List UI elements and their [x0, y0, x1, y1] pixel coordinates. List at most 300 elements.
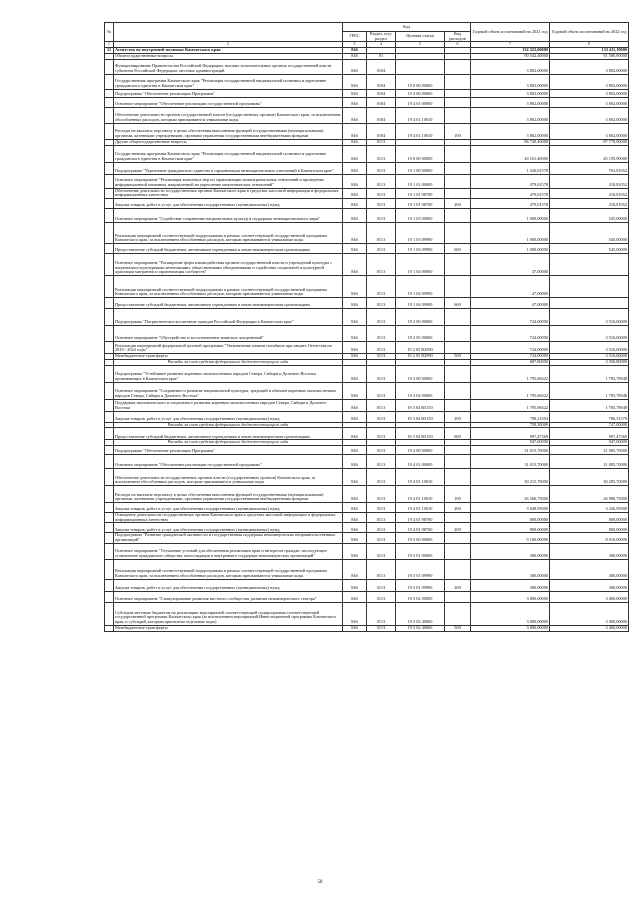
row-vol-2022-cell: 1 783,78948: [550, 382, 629, 399]
row-exp-type-cell: [445, 174, 471, 188]
table-row: [105, 625, 629, 631]
row-vol-2022-cell: 1 783,78948: [550, 399, 629, 411]
row-vol-2022-cell: 3 802,00000: [550, 74, 629, 89]
row-target-cell: 19 4 00 00000: [396, 89, 445, 97]
row-target-cell: 19 4 01 98700: [396, 523, 445, 533]
row-vol-2022-cell: 218,81052: [550, 198, 629, 208]
row-grbs-cell: 846: [343, 625, 367, 631]
row-section-cell: 0113: [367, 243, 396, 253]
table-row: [105, 341, 629, 353]
row-vol-2021-cell: 47,00000: [471, 297, 550, 308]
row-number-cell: [105, 253, 114, 275]
row-vol-2021-cell: 724,00000: [471, 325, 550, 341]
row-grbs-cell: 846: [343, 97, 367, 107]
row-target-cell: 19 1 00 00000: [396, 162, 445, 174]
row-number-cell: 31: [105, 48, 114, 54]
row-number-cell: [105, 543, 114, 559]
row-vol-2021-cell: 3 802,00000: [471, 97, 550, 107]
row-exp-type-cell: 200: [445, 503, 471, 513]
row-number-cell: [105, 591, 114, 602]
row-section-cell: 0113: [367, 428, 396, 440]
row-target-cell: 19 4 01 10010: [396, 123, 445, 139]
row-name-cell: Закупка товаров, работ и услуг для обеспечения государственных (муниципальных) нужд: [114, 579, 343, 591]
row-grbs-cell: 846: [343, 365, 367, 382]
row-number-cell: [105, 297, 114, 308]
table-row: [105, 198, 629, 208]
row-section-cell: 0113: [367, 503, 396, 513]
row-section-cell: 0104: [367, 97, 396, 107]
row-target-cell: 19 4 00 00000: [396, 446, 445, 455]
row-section-cell: 0104: [367, 107, 396, 123]
row-number-cell: [105, 222, 114, 243]
row-target-cell: 19 4 01 10010: [396, 503, 445, 513]
row-section-cell: 0113: [367, 591, 396, 602]
row-grbs-cell: 846: [343, 382, 367, 399]
row-name-cell: Подпрограмма "Укрепление гражданского единства и гармонизация межнациональных отношений в Камчатском крае": [114, 162, 343, 174]
table-row: [105, 446, 629, 455]
row-grbs-cell: 846: [343, 174, 367, 188]
row-exp-type-cell: [445, 162, 471, 174]
row-number-cell: [105, 89, 114, 97]
row-target-cell: 19 5 00 00000: [396, 533, 445, 543]
row-target-cell: 19 4 01 00000: [396, 97, 445, 107]
table-row: [105, 469, 629, 486]
table-row: [105, 399, 629, 411]
row-grbs-cell: 846: [343, 513, 367, 523]
row-name-cell: Реализация мероприятий соответствующей подпрограммы в рамках соответствующей государственной программы Камчатского края, за исключением обособленных расходов, которым присваиваются уникальные коды: [114, 275, 343, 297]
row-vol-2021-cell: 3 800,00000: [471, 602, 550, 625]
row-number-cell: [105, 325, 114, 341]
row-section-cell: 0113: [367, 198, 396, 208]
row-vol-2021-cell: 724,00000: [471, 308, 550, 325]
row-exp-type-cell: [445, 533, 471, 543]
row-section-cell: 0113: [367, 145, 396, 162]
header-target: Целевая статья: [396, 32, 445, 42]
row-grbs-cell: 846: [343, 399, 367, 411]
row-vol-2021-cell: 724,00000: [471, 353, 550, 359]
row-vol-2022-cell: 800,00000: [550, 513, 629, 523]
row-name-cell: Основное мероприятие "Обеспечение реализации государственной программы": [114, 97, 343, 107]
table-row: [105, 123, 629, 139]
row-grbs-cell: 846: [343, 523, 367, 533]
row-section-cell: 01: [367, 53, 396, 59]
table-row: [105, 308, 629, 325]
table-row: [105, 59, 629, 74]
table-row: [105, 365, 629, 382]
row-name-cell: Предоставление субсидий бюджетным, автономным учреждениям и иным некоммерческим организациям: [114, 428, 343, 440]
row-vol-2022-cell: 87 778,90000: [550, 139, 629, 145]
table-row: [105, 253, 629, 275]
row-grbs-cell: 846: [343, 353, 367, 359]
row-number-cell: [105, 486, 114, 503]
header-vol-2022: Годовой объем ассигнований на 2022 год: [550, 23, 629, 42]
page-number: 58: [317, 880, 323, 885]
row-target-cell: 19 3 00 00000: [396, 365, 445, 382]
row-vol-2022-cell: 3 400,00000: [550, 625, 629, 631]
row-name-cell: Расходы за счет средств федерального бюджета-текущего года: [114, 422, 343, 428]
row-grbs-cell: 846: [343, 297, 367, 308]
row-vol-2022-cell: 545,00000: [550, 208, 629, 222]
row-section-cell: 0113: [367, 602, 396, 625]
row-exp-type-cell: [445, 145, 471, 162]
row-section-cell: 0113: [367, 523, 396, 533]
row-section-cell: 0113: [367, 139, 396, 145]
row-vol-2021-cell: 947,60000: [471, 440, 550, 446]
row-vol-2022-cell: 30 285,70000: [550, 469, 629, 486]
row-grbs-cell: 846: [343, 275, 367, 297]
row-name-cell: Предоставление субсидий бюджетным, автономным учреждениям и иным некоммерческим организациям: [114, 297, 343, 308]
table-row: [105, 243, 629, 253]
row-vol-2021-cell: 758,30000: [471, 422, 550, 428]
index-cell: 8: [550, 42, 629, 48]
row-name-cell: Подпрограмма "Обеспечение реализации Программы": [114, 89, 343, 97]
row-exp-type-cell: [445, 59, 471, 74]
row-name-cell: Основное мероприятие "Реализация комплекса мер по гармонизации межнациональных отношений и проведение информационной кампании, направленной на укрепление межэтнических отношений": [114, 174, 343, 188]
row-vol-2021-cell: 687,80000: [471, 359, 550, 365]
row-vol-2021-cell: 800,00000: [471, 513, 550, 523]
row-vol-2022-cell: 91 580,90000: [550, 53, 629, 59]
row-section-cell: 0113: [367, 533, 396, 543]
row-target-cell: 19 4 01 98700: [396, 513, 445, 523]
row-number-cell: [105, 513, 114, 523]
row-target-cell: 19 1 03 09990: [396, 243, 445, 253]
header-code-group: Код: [343, 23, 471, 32]
row-section-cell: 0113: [367, 399, 396, 411]
row-vol-2021-cell: 724,00000: [471, 341, 550, 353]
row-number-cell: [105, 74, 114, 89]
row-target-cell: 19 2 05 00000: [396, 325, 445, 341]
row-name-cell: Расходы на выплаты персоналу в целях обеспечения выполнения функций государственными (муниципальными) органами, казенными учреждениями, органами управления государственными внебюджетными фондами: [114, 123, 343, 139]
row-vol-2021-cell: 479,01578: [471, 188, 550, 198]
row-target-cell: 19 5 01 09990: [396, 579, 445, 591]
row-exp-type-cell: 600: [445, 243, 471, 253]
row-name-cell: Государственная программа Камчатского края "Реализация государственной национальной политики и укрепление гражданского единства в Камчатском крае": [114, 74, 343, 89]
table-row: [105, 523, 629, 533]
row-exp-type-cell: 100: [445, 123, 471, 139]
row-name-cell: Подпрограмма "Патриотическое воспитание граждан Российской Федерации в Камчатском крае": [114, 308, 343, 325]
row-exp-type-cell: 500: [445, 353, 471, 359]
row-section-cell: 0113: [367, 174, 396, 188]
row-number-cell: [105, 107, 114, 123]
row-grbs-cell: 846: [343, 89, 367, 97]
index-cell: 5: [396, 42, 445, 48]
table-row: [105, 208, 629, 222]
row-number-cell: [105, 469, 114, 486]
row-target-cell: 19 1 03 09990: [396, 222, 445, 243]
row-target-cell: 19 3 04 R5150: [396, 399, 445, 411]
row-exp-type-cell: [445, 543, 471, 559]
row-grbs-cell: 846: [343, 162, 367, 174]
row-name-cell: Подпрограмма "Устойчивое развитие коренных малочисленных народов Севера, Сибири и Дальнего Востока, проживающих в Камчатском крае": [114, 365, 343, 382]
row-vol-2021-cell: 44 161,40000: [471, 145, 550, 162]
row-name-cell: Основное мероприятие "Расширение форм взаимодействия органов государственной власти и учреждений культуры с национально-культурными автономиями, общественными объединениями и содействие социальной и культурной адаптации мигрантов и гармонизация сообществ": [114, 253, 343, 275]
row-name-cell: Поддержка экономического и социального развития коренных малочисленных народов Севера, Сибири и Дальнего Востока: [114, 399, 343, 411]
row-vol-2021-cell: 86 740,40000: [471, 139, 550, 145]
row-grbs-cell: 846: [343, 145, 367, 162]
row-vol-2021-cell: 1 000,00000: [471, 243, 550, 253]
row-section-cell: 0113: [367, 341, 396, 353]
table-row: [105, 325, 629, 341]
row-target-cell: 19 0 00 00000: [396, 145, 445, 162]
index-cell: 6: [445, 42, 471, 48]
row-grbs-cell: 846: [343, 559, 367, 579]
header-vol-2021: Годовой объем ассигнований на 2021 год: [471, 23, 550, 42]
row-target-cell: 19 3 04 00000: [396, 382, 445, 399]
row-section-cell: 0104: [367, 74, 396, 89]
row-section-cell: 0113: [367, 353, 396, 359]
row-vol-2021-cell: 479,01578: [471, 198, 550, 208]
table-row: [105, 188, 629, 198]
row-name-cell: Субсидии местным бюджетам на реализацию мероприятий соответствующей подпрограммы соответствующей государственной программы Камчатского края (за исключением мероприятий Инвестиционной программы Камчатского края, и субсидий, которым присвоены отдельные коды): [114, 602, 343, 625]
header-num: №: [105, 23, 114, 42]
index-cell: 2: [114, 42, 343, 48]
row-exp-type-cell: [445, 382, 471, 399]
row-name-cell: Обеспечение деятельности государственных органов власти (государственных органов) Камчатского края, за исключением обособленных расходов, которым присваиваются уникальные коды: [114, 469, 343, 486]
row-name-cell: Реализация мероприятий федеральной целевой программы "Увековечение памяти погибших при защите Отечества на 2019 - 2024 годы": [114, 341, 343, 353]
table-row: [105, 382, 629, 399]
table-row: [105, 275, 629, 297]
row-target-cell: 19 2 05 R2990: [396, 353, 445, 359]
row-vol-2022-cell: 218,81052: [550, 174, 629, 188]
row-vol-2021-cell: 3 802,00000: [471, 123, 550, 139]
row-section-cell: 0113: [367, 513, 396, 523]
row-target-cell: 19 1 01 98700: [396, 198, 445, 208]
row-number-cell: [105, 399, 114, 411]
row-section-cell: 0104: [367, 89, 396, 97]
row-number-cell: [105, 174, 114, 188]
row-number-cell: [105, 59, 114, 74]
row-vol-2021-cell: 3 802,00000: [471, 59, 550, 74]
row-target-cell: 19 2 05 R2990: [396, 341, 445, 353]
row-exp-type-cell: 600: [445, 428, 471, 440]
row-target-cell: 19 5 02 40060: [396, 602, 445, 625]
row-vol-2022-cell: 545,00000: [550, 243, 629, 253]
row-section-cell: 0113: [367, 559, 396, 579]
row-vol-2021-cell: 3 800,00000: [471, 625, 550, 631]
row-vol-2021-cell: 30 215,70000: [471, 469, 550, 486]
row-vol-2022-cell: 3 802,00000: [550, 97, 629, 107]
row-exp-type-cell: [445, 97, 471, 107]
row-exp-type-cell: [445, 399, 471, 411]
row-vol-2021-cell: 300,00000: [471, 543, 550, 559]
row-number-cell: [105, 243, 114, 253]
row-section-cell: 0113: [367, 382, 396, 399]
row-number-cell: [105, 602, 114, 625]
table-row: [105, 579, 629, 591]
row-exp-type-cell: [445, 89, 471, 97]
row-grbs-cell: 846: [343, 59, 367, 74]
row-exp-type-cell: [445, 591, 471, 602]
row-name-cell: Основное мероприятие "Улучшение условий для обеспечения реализации прав и интересов граждан, последующее становление гражданского общества, консолидации и внутреннего поддержке некоммерческих организаций": [114, 543, 343, 559]
row-grbs-cell: 846: [343, 139, 367, 145]
row-name-cell: Межбюджетные трансферты: [114, 625, 343, 631]
row-target-cell: 19 4 01 10010: [396, 486, 445, 503]
row-section-cell: 0113: [367, 543, 396, 559]
row-vol-2021-cell: 3 648,95000: [471, 503, 550, 513]
row-section-cell: 0104: [367, 59, 396, 74]
row-vol-2021-cell: 1 795,68422: [471, 382, 550, 399]
row-name-cell: Расходы за счет средств федерального бюджета-текущего года: [114, 440, 343, 446]
row-vol-2021-cell: 1 526,01578: [471, 162, 550, 174]
row-grbs-cell: 846: [343, 503, 367, 513]
row-exp-type-cell: 200: [445, 198, 471, 208]
table-row: [105, 97, 629, 107]
table-row: [105, 162, 629, 174]
row-number-cell: [105, 275, 114, 297]
row-name-cell: Реализация мероприятий соответствующей подпрограммы в рамках соответствующей государственной программы Камчатского края, за исключением обособленных расходов, которым присваиваются уникальные коды: [114, 559, 343, 579]
budget-table-body: [105, 48, 629, 631]
row-vol-2022-cell: 218,81052: [550, 188, 629, 198]
row-target-cell: 19 4 01 10010: [396, 107, 445, 123]
table-row: [105, 533, 629, 543]
row-name-cell: Обеспечение деятельности органов государственной власти (государственных органов) Камчатского края, за исключением обособленных расходов, которым присваиваются уникальные коды: [114, 107, 343, 123]
row-target-cell: 19 1 04 00000: [396, 253, 445, 275]
row-number-cell: [105, 411, 114, 422]
row-name-cell: Предоставление субсидий бюджетным, автономным учреждениям и иным некоммерческим организациям: [114, 243, 343, 253]
row-exp-type-cell: [445, 602, 471, 625]
row-vol-2022-cell: 3 516,60000: [550, 353, 629, 359]
table-row: [105, 513, 629, 523]
row-vol-2021-cell: 3 802,00000: [471, 107, 550, 123]
header-name: [114, 23, 343, 42]
row-section-cell: 0113: [367, 411, 396, 422]
row-target-cell: 19 2 00 00000: [396, 308, 445, 325]
row-name-cell: Межбюджетные трансферты: [114, 353, 343, 359]
row-section-cell: 0104: [367, 123, 396, 139]
table-row: [105, 543, 629, 559]
row-vol-2022-cell: 300,00000: [550, 559, 629, 579]
row-number-cell: [105, 559, 114, 579]
row-name-cell: Закупка товаров, работ и услуг для обеспечения государственных (муниципальных) нужд: [114, 198, 343, 208]
row-vol-2021-cell: 132 322,60000: [471, 48, 550, 54]
row-grbs-cell: 846: [343, 533, 367, 543]
row-vol-2021-cell: 3 802,00000: [471, 74, 550, 89]
table-row: [105, 602, 629, 625]
row-vol-2022-cell: 300,00000: [550, 543, 629, 559]
row-section-cell: 0113: [367, 253, 396, 275]
row-name-cell: Закупка товаров, работ и услуг для обеспечения государственных (муниципальных) нужд: [114, 503, 343, 513]
row-exp-type-cell: [445, 325, 471, 341]
row-vol-2021-cell: 300,00000: [471, 579, 550, 591]
row-target-cell: 19 4 01 10010: [396, 469, 445, 486]
row-number-cell: [105, 162, 114, 174]
row-vol-2022-cell: 8 010,00000: [550, 533, 629, 543]
index-cell: 7: [471, 42, 550, 48]
row-grbs-cell: 846: [343, 253, 367, 275]
table-row: [105, 174, 629, 188]
table-row: [105, 107, 629, 123]
row-vol-2022-cell: 3 356,80000: [550, 359, 629, 365]
row-vol-2021-cell: 479,01578: [471, 174, 550, 188]
row-name-cell: Функционирование Правительства Российской Федерации, высших исполнительных органов государственной власти субъектов Российской Федерации, местных администраций: [114, 59, 343, 74]
row-name-cell: Государственная программа Камчатского края "Реализация государственной национальной политики и укрепление гражданского единства в Камчатском крае": [114, 145, 343, 162]
row-grbs-cell: 846: [343, 208, 367, 222]
row-vol-2022-cell: 3 802,00000: [550, 123, 629, 139]
row-grbs-cell: 846: [343, 53, 367, 59]
row-vol-2021-cell: 47,00000: [471, 253, 550, 275]
row-number-cell: [105, 308, 114, 325]
header-exp-type: Вид расходов: [445, 32, 471, 42]
row-number-cell: [105, 579, 114, 591]
row-name-cell: Основное мероприятие "Стимулирование развития местного сообщества, развития некоммерческого сектора": [114, 591, 343, 602]
row-target-cell: 19 5 02 40060: [396, 625, 445, 631]
row-target-cell: 19 1 04 09990: [396, 275, 445, 297]
table-row: [105, 411, 629, 422]
row-name-cell: Общегосударственные вопросы: [114, 53, 343, 59]
row-section-cell: 0113: [367, 222, 396, 243]
row-vol-2022-cell: 133 411,10000: [550, 48, 629, 54]
row-target-cell: 19 3 04 R5150: [396, 411, 445, 422]
row-vol-2021-cell: 9 100,00000: [471, 533, 550, 543]
row-section-cell: 0113: [367, 365, 396, 382]
row-target-cell: 19 0 00 00000: [396, 74, 445, 89]
row-exp-type-cell: [445, 308, 471, 325]
row-number-cell: [105, 446, 114, 455]
row-grbs-cell: 846: [343, 446, 367, 455]
row-section-cell: 0113: [367, 446, 396, 455]
row-grbs-cell: 846: [343, 188, 367, 198]
row-exp-type-cell: [445, 188, 471, 198]
header-section: Раздел, под-раздел: [367, 32, 396, 42]
row-name-cell: Другие общегосударственные вопросы: [114, 139, 343, 145]
row-target-cell: 19 1 01 98700: [396, 188, 445, 198]
index-cell: 4: [367, 42, 396, 48]
table-row: [105, 486, 629, 503]
row-grbs-cell: 846: [343, 411, 367, 422]
row-exp-type-cell: [445, 469, 471, 486]
table-row: [105, 559, 629, 579]
row-exp-type-cell: [445, 513, 471, 523]
row-name-cell: Закупка товаров, работ и услуг для обеспечения государственных (муниципальных) нужд: [114, 523, 343, 533]
row-vol-2022-cell: 786,31579: [550, 411, 629, 422]
row-vol-2021-cell: 1 000,00000: [471, 208, 550, 222]
row-grbs-cell: 846: [343, 222, 367, 243]
row-target-cell: 19 1 03 00000: [396, 208, 445, 222]
row-target-cell: 19 5 02 00000: [396, 591, 445, 602]
header-row-top: [105, 23, 629, 32]
row-target-cell: 19 4 01 00000: [396, 455, 445, 469]
row-grbs-cell: 846: [343, 455, 367, 469]
row-grbs-cell: 846: [343, 469, 367, 486]
table-row: [105, 145, 629, 162]
row-number-cell: [105, 97, 114, 107]
row-number-cell: [105, 123, 114, 139]
row-section-cell: 0113: [367, 455, 396, 469]
table-row: [105, 297, 629, 308]
row-section-cell: 0113: [367, 325, 396, 341]
row-name-cell: Освещение деятельности государственных органов Камчатского края в средствах массовой информации и федеральных информационных агентствах: [114, 513, 343, 523]
row-grbs-cell: 846: [343, 243, 367, 253]
row-vol-2022-cell: 45 159,90000: [550, 145, 629, 162]
row-name-cell: Расходы за счет средств федерального бюджета-текущего года: [114, 359, 343, 365]
row-vol-2022-cell: [550, 253, 629, 275]
row-number-cell: [105, 455, 114, 469]
row-section-cell: 0113: [367, 469, 396, 486]
table-row: [105, 591, 629, 602]
row-grbs-cell: 846: [343, 579, 367, 591]
row-vol-2021-cell: 1 795,68422: [471, 365, 550, 382]
budget-table: [104, 22, 629, 632]
row-vol-2021-cell: 31 015,70000: [471, 455, 550, 469]
row-grbs-cell: 846: [343, 591, 367, 602]
header-grbs: ГРБС: [343, 32, 367, 42]
row-vol-2021-cell: 90 542,40000: [471, 53, 550, 59]
row-vol-2022-cell: 31 085,70000: [550, 446, 629, 455]
row-exp-type-cell: [445, 341, 471, 353]
row-target-cell: [396, 59, 445, 74]
row-grbs-cell: 846: [343, 48, 367, 54]
row-vol-2022-cell: 3 400,00000: [550, 602, 629, 625]
